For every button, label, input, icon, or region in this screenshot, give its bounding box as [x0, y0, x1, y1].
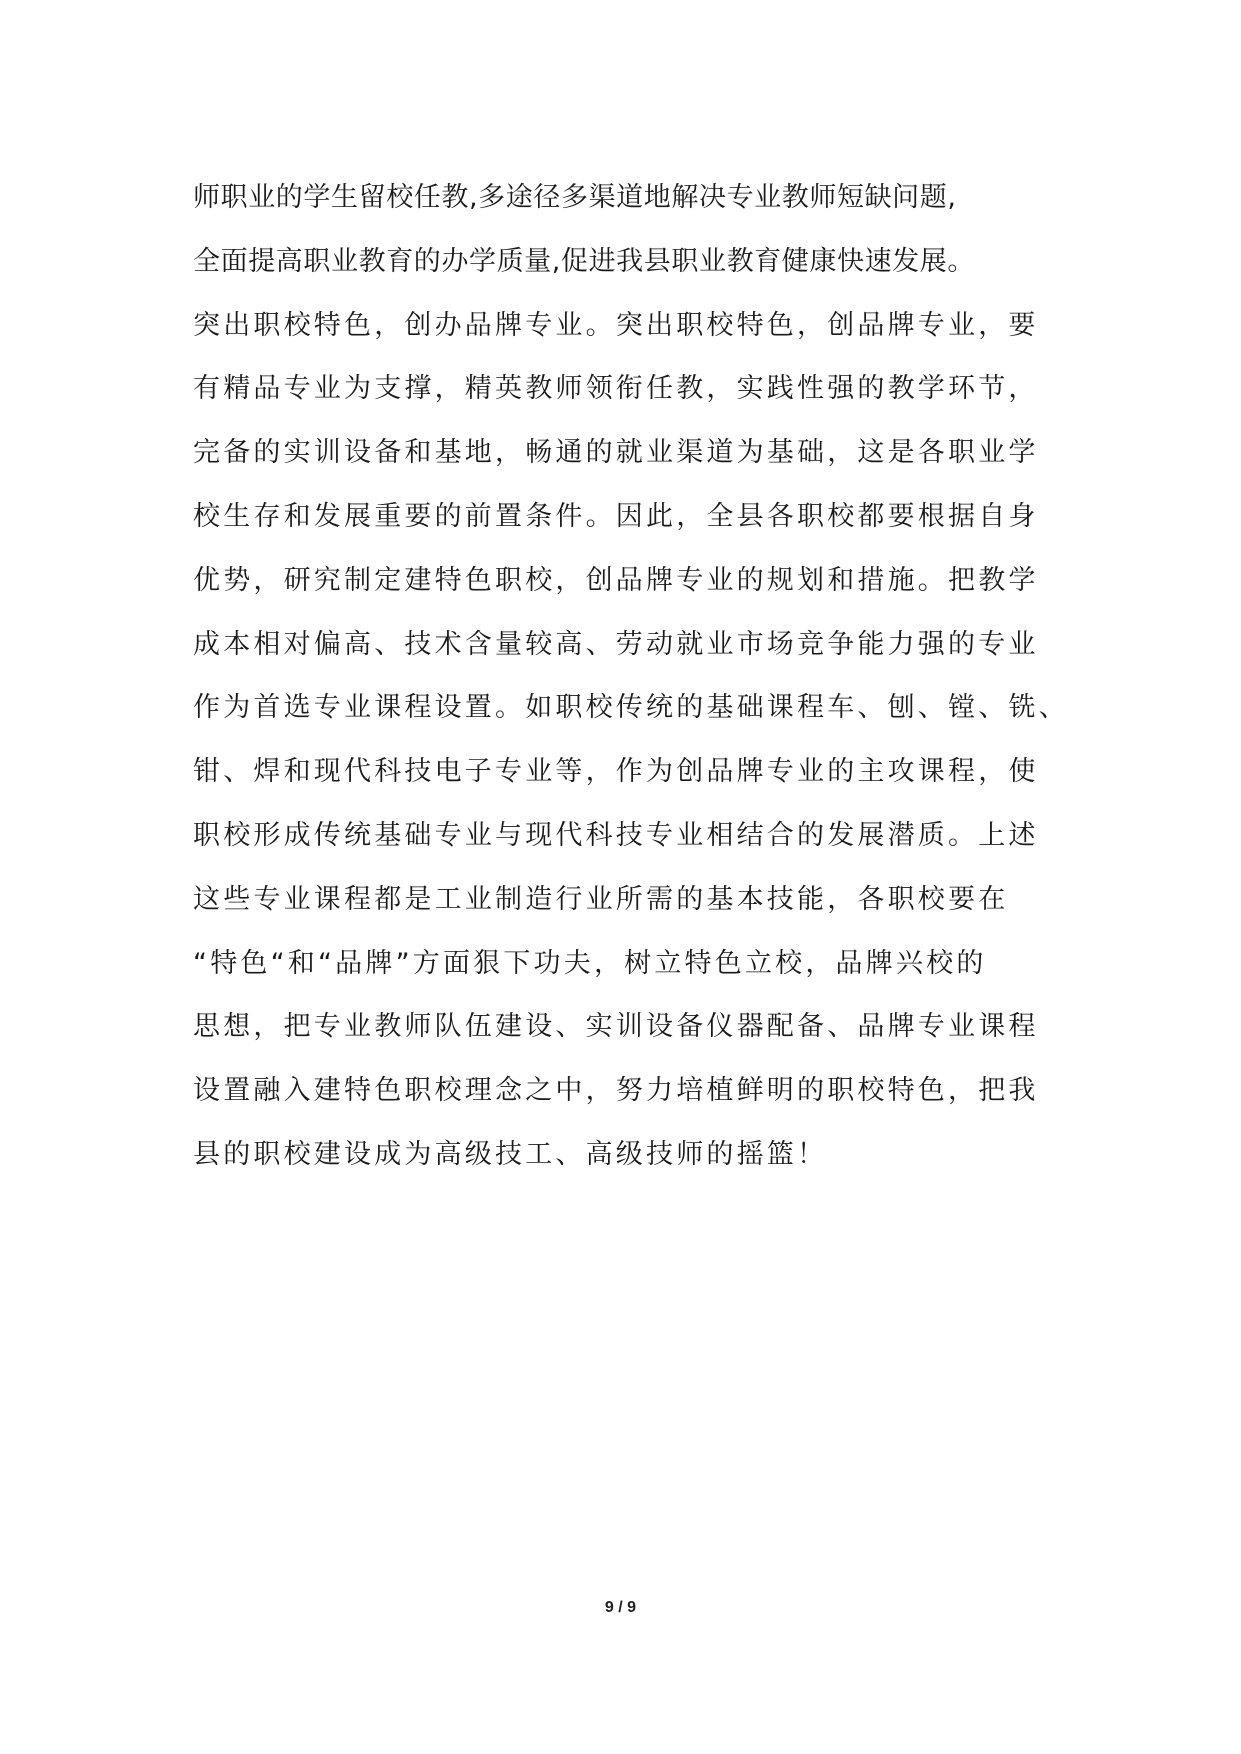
text-line: 思想，把专业教师队伍建设、实训设备仪器配备、品牌专业课程: [193, 1011, 1039, 1043]
text-line: 县的职校建设成为高级技工、高级技师的摇篮！: [193, 1138, 828, 1170]
text-line: 钳、焊和现代科技电子专业等，作为创品牌专业的主攻课程，使: [193, 756, 1039, 788]
text-line: 职校形成传统基础专业与现代科技专业相结合的发展潜质。上述: [193, 819, 1039, 851]
body-text: [193, 166, 1093, 1187]
text-line: 成本相对偏高、技术含量较高、劳动就业市场竞争能力强的专业: [193, 628, 1039, 660]
text-line: 作为首选专业课程设置。如职校传统的基础课程车、刨、镗、铣、: [193, 692, 1069, 724]
text-line: 这些专业课程都是工业制造行业所需的基本技能，各职校要在: [193, 883, 1009, 915]
text-line: 师职业的学生留校任教,多途径多渠道地解决专业教师短缺问题,: [193, 182, 957, 213]
text-line: 突出职校特色，创办品牌专业。突出职校特色，创品牌专业，要: [193, 309, 1039, 341]
text-line: 校生存和发展重要的前置条件。因此，全县各职校都要根据自身: [193, 500, 1039, 532]
text-line: 完备的实训设备和基地，畅通的就业渠道为基础，这是各职业学: [193, 437, 1039, 469]
text-line: 优势，研究制定建特色职校，创品牌专业的规划和措施。把教学: [193, 564, 1039, 596]
text-line: “特色“和“品牌”方面狠下功夫，树立特色立校，品牌兴校的: [193, 947, 987, 979]
text-line: 有精品专业为支撑，精英教师领衔任教，实践性强的教学环节，: [193, 373, 1039, 405]
text-line: 全面提高职业教育的办学质量,促进我县职业教育健康快速发展。: [193, 245, 975, 277]
text-line: 设置融入建特色职校理念之中，努力培植鲜明的职校特色，把我: [193, 1075, 1039, 1107]
page-number: 9 / 9: [604, 1599, 637, 1616]
